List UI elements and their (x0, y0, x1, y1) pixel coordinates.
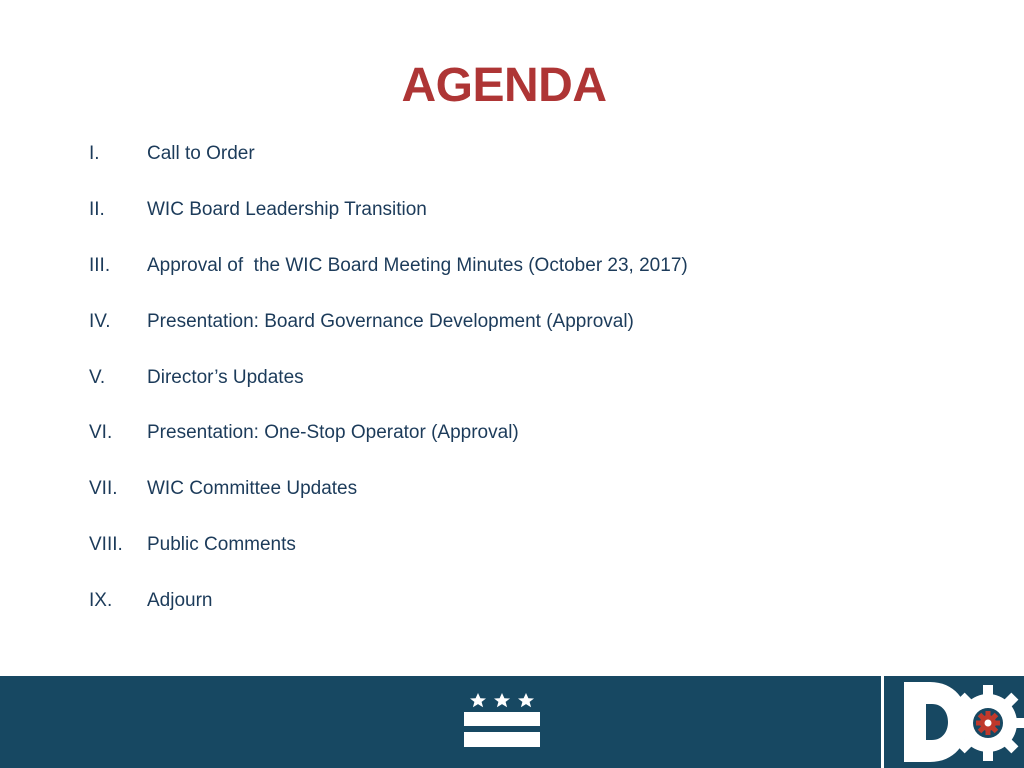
dc-gear-logo-icon (894, 676, 1024, 768)
item-numeral: VI. (89, 422, 113, 444)
item-numeral: IV. (89, 310, 111, 332)
item-text: Call to Order (147, 143, 255, 164)
item-numeral: III. (89, 254, 111, 276)
dc-flag-icon (464, 693, 540, 749)
agenda-list (89, 140, 909, 643)
page-title: AGENDA (401, 59, 607, 113)
item-text: Presentation: Board Governance Development (Approval) (147, 310, 634, 332)
item-text: Approval of the WIC Board Meeting Minutes (October 23, 2017) (147, 254, 688, 276)
item-text: WIC Board Leadership Transition (147, 198, 427, 220)
list-item (89, 531, 909, 587)
item-text: Public Comments (147, 534, 296, 556)
item-numeral: II. (89, 198, 105, 220)
list-item (89, 196, 909, 252)
list-item (89, 140, 909, 196)
list-item (89, 419, 909, 475)
item-numeral: V. (89, 366, 106, 388)
item-numeral: I. (89, 143, 100, 164)
item-text: Director’s Updates (147, 366, 304, 388)
footer-divider (881, 676, 884, 768)
item-text: Adjourn (147, 590, 213, 612)
item-numeral: IX. (89, 590, 113, 612)
list-item (89, 475, 909, 531)
list-item (89, 587, 909, 643)
item-text: Presentation: One-Stop Operator (Approval) (147, 422, 519, 444)
item-numeral: VIII. (89, 534, 123, 556)
list-item (89, 364, 909, 420)
item-numeral: VII. (89, 478, 118, 500)
list-item (89, 252, 909, 308)
item-text: WIC Committee Updates (147, 478, 358, 500)
list-item (89, 308, 909, 364)
